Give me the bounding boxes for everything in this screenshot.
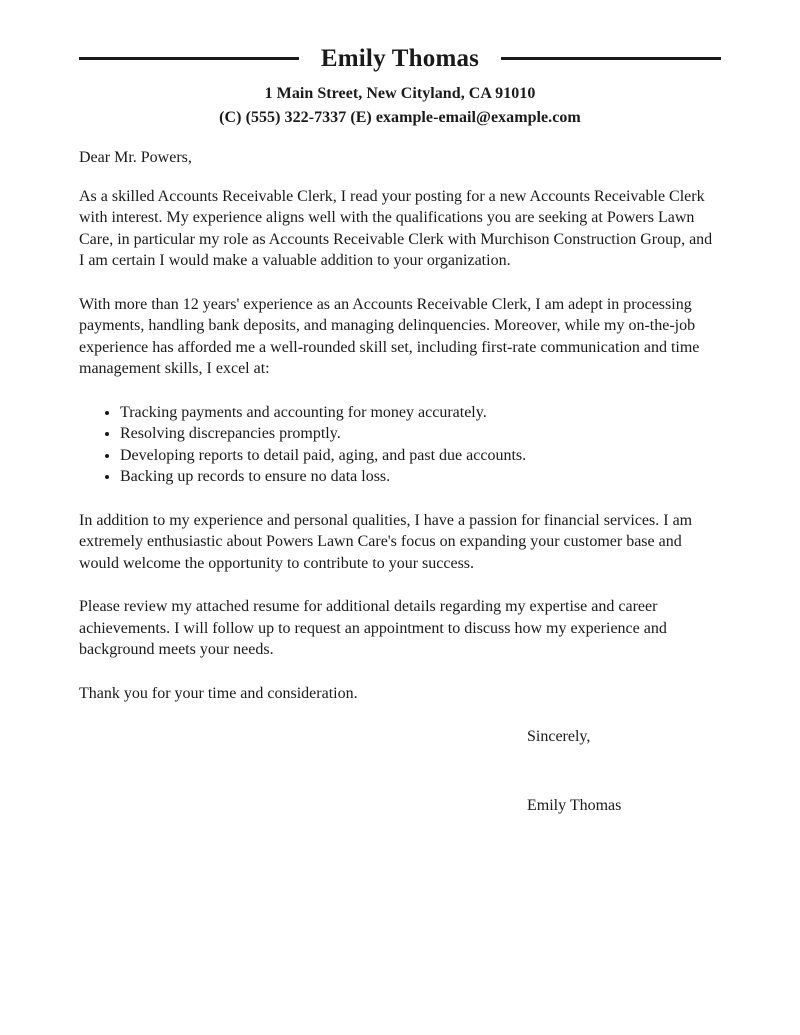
bullet-icon xyxy=(105,432,109,436)
bullet-icon xyxy=(105,454,109,458)
list-item-label: Tracking payments and accounting for money accurately. xyxy=(120,403,487,421)
list-item-label: Resolving discrepancies promptly. xyxy=(120,425,341,442)
body-paragraph-1: As a skilled Accounts Receivable Clerk, I read your posting for a new Accounts Receivable Clerk with interest. My experience aligns well with the qualifications you are seeking at Powers Lawn Care, in particular my role as Accounts Receivable Clerk with Murchison Construction Group, and I am certain I would make a valuable addition to your organization. xyxy=(79,187,713,269)
closing-salutation: Sincerely, xyxy=(527,728,591,745)
name-heading-row xyxy=(79,46,721,71)
letter-body xyxy=(79,128,721,816)
header-rule-left xyxy=(79,57,299,60)
body-paragraph-2: With more than 12 years' experience as an Accounts Receivable Clerk, I am adept in processing payments, handling bank deposits, and managing delinquencies. Moreover, while my on-the-job experience has afforded me a well-rounded skill set, including first-rate communication and time management skills, I excel at: xyxy=(79,295,700,377)
contact-phone-email-line: (C) (555) 322-7337 (E) example-email@example.com xyxy=(219,109,581,126)
list-item xyxy=(79,466,721,488)
signature-name: Emily Thomas xyxy=(527,796,622,814)
closing-block xyxy=(79,726,721,816)
applicant-name: Emily Thomas xyxy=(320,45,480,72)
list-item-label: Backing up records to ensure no data loss. xyxy=(120,468,391,485)
salutation: Dear Mr. Powers, xyxy=(79,149,192,166)
bullet-icon xyxy=(105,411,109,415)
header-rule-right xyxy=(501,57,721,60)
body-paragraph-3: In addition to my experience and personal qualities, I have a passion for financial services. I am extremely enthusiastic about Powers Lawn Care's focus on expanding your customer base and would welcome the opportunity to contribute to your success. xyxy=(79,511,693,572)
list-item-label: Developing reports to detail paid, aging, and past due accounts. xyxy=(120,446,527,464)
letter-header xyxy=(0,0,800,128)
list-item xyxy=(79,423,721,445)
bullet-icon xyxy=(105,475,109,479)
contact-address-line: 1 Main Street, New Cityland, CA 91010 xyxy=(264,85,536,102)
body-paragraph-5: Thank you for your time and consideration. xyxy=(79,684,358,702)
skills-list xyxy=(79,402,721,488)
body-paragraph-4: Please review my attached resume for additional details regarding my expertise and career achievements. I will follow up to request an appointment to discuss how my experience and background meets your needs. xyxy=(79,598,667,658)
list-item xyxy=(79,445,721,467)
list-item xyxy=(79,402,721,424)
